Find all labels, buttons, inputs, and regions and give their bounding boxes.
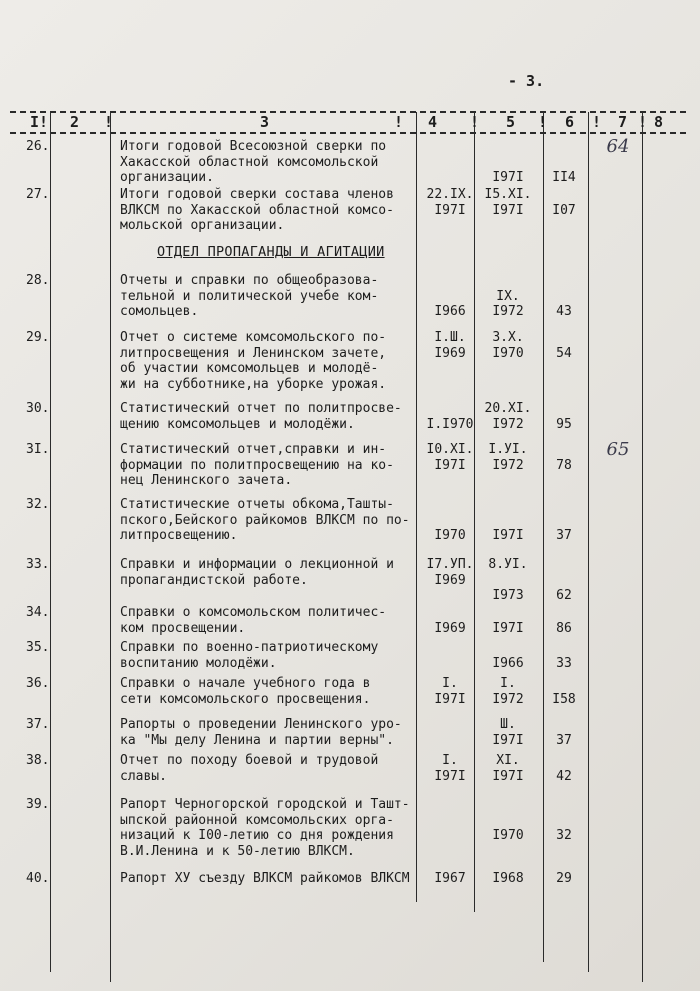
end-date <box>478 640 538 671</box>
column-header-label: ! <box>638 113 648 131</box>
record-title <box>120 753 420 784</box>
start-date <box>422 330 478 361</box>
end-date-line: I968 <box>492 871 524 886</box>
sheet-count <box>542 139 586 186</box>
sheet-count <box>542 753 586 784</box>
sheet-count <box>542 442 586 473</box>
record-title <box>120 401 420 432</box>
record-title-line: литпросвещения и Ленинском зачете, <box>120 345 387 361</box>
record-number: 33. <box>26 557 50 572</box>
record-number: 30. <box>26 401 50 416</box>
sheet-count <box>542 717 586 748</box>
end-date-line: I972 <box>492 304 524 319</box>
column-header-label: ! <box>394 113 404 131</box>
start-date <box>422 753 478 784</box>
record-title-line: В.И.Ленина и к 50-летию ВЛКСМ. <box>120 843 355 859</box>
record-title-line: литпросвещению. <box>120 528 238 543</box>
end-date-line: I972 <box>492 457 524 473</box>
end-date <box>478 717 538 748</box>
start-date <box>422 442 478 473</box>
record-title-line: Рапорт ХУ съезду ВЛКСМ райкомов ВЛКСМ <box>120 871 410 886</box>
record-title-line: Итоги годовой Всесоюзной сверки по <box>120 139 387 154</box>
record-title-line: воспитанию молодёжи. <box>120 655 277 671</box>
sheet-count <box>542 273 586 320</box>
sheet-count-line <box>542 401 586 417</box>
end-date-line: I97I <box>492 202 524 218</box>
record-number: 38. <box>26 753 50 768</box>
sheet-count-line <box>542 273 586 289</box>
record-title-line: Хакасской областной комсомольской <box>120 154 379 170</box>
record-number: 26. <box>26 139 50 154</box>
sheet-count-line: 43 <box>556 304 572 319</box>
sheet-count-line <box>542 797 586 813</box>
end-date <box>478 753 538 784</box>
start-date-line <box>422 605 478 621</box>
sheet-count-line <box>542 289 586 305</box>
record-title-line: Справки по военно-патриотическому <box>120 640 379 655</box>
record-title <box>120 497 420 544</box>
record-title-line: пского,Бейского райкомов ВЛКСМ по по- <box>120 512 410 528</box>
column-header-label: ! <box>592 113 602 131</box>
sheet-count-line <box>542 753 586 769</box>
sheet-count <box>542 640 586 671</box>
record-number: 34. <box>26 605 50 620</box>
record-title-line: щению комсомольцев и молодёжи. <box>120 416 355 432</box>
record-title-line: Рапорты о проведении Ленинского уро- <box>120 717 402 732</box>
record-title-line: тельной и политической учебе ком- <box>120 288 379 304</box>
start-date-line <box>422 513 478 529</box>
end-date <box>478 330 538 361</box>
end-date <box>478 442 538 473</box>
record-title-line: Статистические отчеты обкома,Ташты- <box>120 497 394 512</box>
record-title-line: ка "Мы делу Ленина и партии верны". <box>120 732 394 748</box>
start-date-line: I970 <box>434 528 466 543</box>
record-title-line: жи на субботнике,на уборке урожая. <box>120 376 387 392</box>
end-date <box>478 871 538 887</box>
column-header-label: 2 <box>70 113 80 131</box>
start-date-line: 22.IX. <box>426 187 474 202</box>
start-date-line: I.Ш. <box>434 330 466 345</box>
record-number: 40. <box>26 871 50 886</box>
end-date-line: I97I <box>492 620 524 636</box>
sheet-count <box>542 497 586 544</box>
sheet-count-line <box>542 330 586 346</box>
end-date-line: I97I <box>492 528 524 543</box>
end-date <box>478 139 538 186</box>
sheet-count-line: 62 <box>556 588 572 603</box>
end-date-line: I973 <box>492 588 524 603</box>
sheet-count <box>542 871 586 887</box>
record-title-line: мольской организации. <box>120 218 285 233</box>
end-date-line: I97I <box>492 768 524 784</box>
end-date-line: I970 <box>492 828 524 843</box>
end-date <box>478 273 538 320</box>
sheet-count <box>542 605 586 636</box>
header-bottom-rule <box>10 132 686 134</box>
sheet-count <box>542 187 586 218</box>
end-date <box>478 797 538 844</box>
start-date-line <box>422 497 478 513</box>
record-title-line: ыпской районной комсомольских орга- <box>120 812 394 828</box>
end-date-line: Ш. <box>500 717 516 732</box>
end-date-line: 8.УI. <box>488 557 528 572</box>
end-date-line <box>478 513 538 529</box>
column-line-7 <box>642 112 643 982</box>
record-title <box>120 717 420 748</box>
record-number: 39. <box>26 797 50 812</box>
sheet-count-line: 33 <box>556 655 572 671</box>
start-date-line: I97I <box>434 691 466 707</box>
sheet-count-line <box>542 605 586 621</box>
start-date-line: I0.XI. <box>426 442 474 457</box>
start-date-line: I7.УП. <box>426 557 474 572</box>
sheet-count-line <box>542 513 586 529</box>
start-date-line <box>422 273 478 289</box>
end-date-line <box>478 497 538 513</box>
end-date-line: I972 <box>492 416 524 432</box>
sheet-count <box>542 797 586 844</box>
column-header-label: 8 <box>654 113 664 131</box>
column-header-label: ! <box>470 113 480 131</box>
end-date <box>478 401 538 432</box>
end-date-line: I. <box>500 676 516 691</box>
record-title-line: формации по политпросвещению на ко- <box>120 457 394 473</box>
record-number: 29. <box>26 330 50 345</box>
start-date <box>422 187 478 218</box>
start-date <box>422 557 478 588</box>
start-date-line <box>422 289 478 305</box>
end-date-line: I966 <box>492 655 524 671</box>
start-date-line: I966 <box>434 304 466 319</box>
record-title-line: об участии комсомольцев и молодё- <box>120 361 379 376</box>
sheet-count-line <box>542 813 586 829</box>
record-title-line: нец Ленинского зачета. <box>120 473 293 488</box>
record-number: 35. <box>26 640 50 655</box>
end-date-line <box>478 573 538 589</box>
sheet-count-line <box>542 717 586 733</box>
column-header-label: 3 <box>260 113 270 131</box>
start-date-line: I. <box>442 753 458 768</box>
sheet-count-line: 29 <box>556 871 572 886</box>
start-date-line: I.I970 <box>426 416 474 432</box>
record-number: 28. <box>26 273 50 288</box>
start-date-line: I969 <box>434 572 466 588</box>
record-title-line: пропагандистской работе. <box>120 572 308 588</box>
end-date-line: I5.XI. <box>484 187 532 202</box>
sheet-count-line: II4 <box>552 170 576 185</box>
start-date <box>422 497 478 544</box>
end-date-line: 3.Х. <box>492 330 524 345</box>
record-title-line: ВЛКСМ по Хакасской областной комсо- <box>120 202 394 218</box>
start-date-line: I. <box>442 676 458 691</box>
sheet-count <box>542 676 586 707</box>
start-date <box>422 871 478 887</box>
sheet-count-line: 54 <box>556 345 572 361</box>
sheet-count-line <box>542 640 586 656</box>
end-date-line: I972 <box>492 691 524 707</box>
record-title-line: ком просвещении. <box>120 620 246 636</box>
record-title-line: сомольцев. <box>120 304 199 319</box>
record-title-line: Отчет о системе комсомольского по- <box>120 330 387 345</box>
column-line-2 <box>110 112 111 982</box>
record-title <box>120 676 420 707</box>
column-header-label: I! <box>30 113 49 131</box>
end-date <box>478 605 538 636</box>
sheet-count-line: 37 <box>556 528 572 543</box>
sheet-count-line: 78 <box>556 457 572 473</box>
column-line-6 <box>588 112 589 972</box>
start-date-line <box>422 401 478 417</box>
record-title-line: низаций к I00-летию со дня рождения <box>120 828 394 843</box>
sheet-count-line: 37 <box>556 732 572 748</box>
record-title-line: Итоги годовой сверки состава членов <box>120 187 394 202</box>
start-date-line: I969 <box>434 620 466 636</box>
column-header-label: 5 <box>506 113 516 131</box>
sheet-count-line: I58 <box>552 691 576 707</box>
start-date-line: I97I <box>434 202 466 218</box>
start-date <box>422 273 478 320</box>
record-title <box>120 557 420 588</box>
record-title <box>120 640 420 671</box>
sheet-count-line <box>542 155 586 171</box>
record-title <box>120 330 420 392</box>
column-line-1 <box>50 112 51 972</box>
end-date <box>478 497 538 544</box>
sheet-count-line <box>542 187 586 203</box>
end-date-line <box>478 797 538 813</box>
sheet-count <box>542 401 586 432</box>
record-title <box>120 442 420 489</box>
sheet-count <box>542 330 586 361</box>
record-number: 37. <box>26 717 50 732</box>
record-title <box>120 797 420 859</box>
end-date-line: XI. <box>496 753 520 768</box>
record-title <box>120 273 420 320</box>
column-header-label: 7 <box>618 113 628 131</box>
start-date-line: I967 <box>434 871 466 886</box>
start-date <box>422 676 478 707</box>
record-title-line: Справки о начале учебного года в <box>120 676 371 691</box>
record-number: 3I. <box>26 442 50 457</box>
column-header-label: 6 <box>565 113 575 131</box>
end-date-line <box>478 640 538 656</box>
sheet-count-line: 42 <box>556 768 572 784</box>
end-date-line <box>478 155 538 171</box>
end-date-line: IX. <box>496 288 520 304</box>
record-title-line: славы. <box>120 768 167 784</box>
record-title <box>120 187 420 234</box>
start-date-line: I97I <box>434 768 466 784</box>
handwritten-box-number: 64 <box>606 136 630 157</box>
sheet-count <box>542 557 586 604</box>
end-date <box>478 187 538 218</box>
record-title <box>120 605 420 636</box>
sheet-count-line: 32 <box>556 828 572 843</box>
end-date-line: 20.XI. <box>484 401 532 416</box>
record-number: 27. <box>26 187 50 202</box>
handwritten-box-number: 65 <box>606 439 630 460</box>
end-date-line <box>478 139 538 155</box>
sheet-count-line: 95 <box>556 416 572 432</box>
sheet-count-line <box>542 676 586 692</box>
sheet-count-line <box>542 557 586 573</box>
sheet-count-line <box>542 139 586 155</box>
end-date <box>478 676 538 707</box>
start-date-line: I969 <box>434 345 466 361</box>
record-number: 32. <box>26 497 50 512</box>
record-title <box>120 139 420 186</box>
record-title-line: Рапорт Черногорской городской и Ташт- <box>120 797 410 812</box>
record-number: 36. <box>26 676 50 691</box>
end-date-line <box>478 813 538 829</box>
end-date-line <box>478 273 538 289</box>
section-title: ОТДЕЛ ПРОПАГАНДЫ И АГИТАЦИИ <box>157 244 385 260</box>
column-header-label: 4 <box>428 113 438 131</box>
record-title-line: Статистический отчет,справки и ин- <box>120 442 387 457</box>
record-title-line: Отчеты и справки по общеобразова- <box>120 273 379 288</box>
sheet-count-line <box>542 442 586 458</box>
sheet-count-line: 86 <box>556 620 572 636</box>
start-date <box>422 401 478 432</box>
end-date-line <box>478 605 538 621</box>
sheet-count-line: I07 <box>552 202 576 218</box>
start-date-line: I97I <box>434 457 466 473</box>
sheet-count-line <box>542 573 586 589</box>
record-title-line: сети комсомольского просвещения. <box>120 691 371 707</box>
record-title-line: Справки о комсомольском политичес- <box>120 605 387 620</box>
end-date-line: I97I <box>492 170 524 185</box>
record-title-line: организации. <box>120 170 214 185</box>
record-title-line: Справки и информации о лекционной и <box>120 557 394 572</box>
end-date-line: I.УI. <box>488 442 528 457</box>
end-date <box>478 557 538 604</box>
record-title <box>120 871 420 887</box>
end-date-line: I970 <box>492 345 524 361</box>
sheet-count-line <box>542 497 586 513</box>
record-title-line: Статистический отчет по политпросве- <box>120 401 402 416</box>
end-date-line: I97I <box>492 732 524 748</box>
start-date <box>422 605 478 636</box>
record-title-line: Отчет по походу боевой и трудовой <box>120 753 379 768</box>
column-header-label: ! <box>538 113 548 131</box>
page-number: - 3. <box>508 72 545 90</box>
column-header-label: ! <box>104 113 114 131</box>
